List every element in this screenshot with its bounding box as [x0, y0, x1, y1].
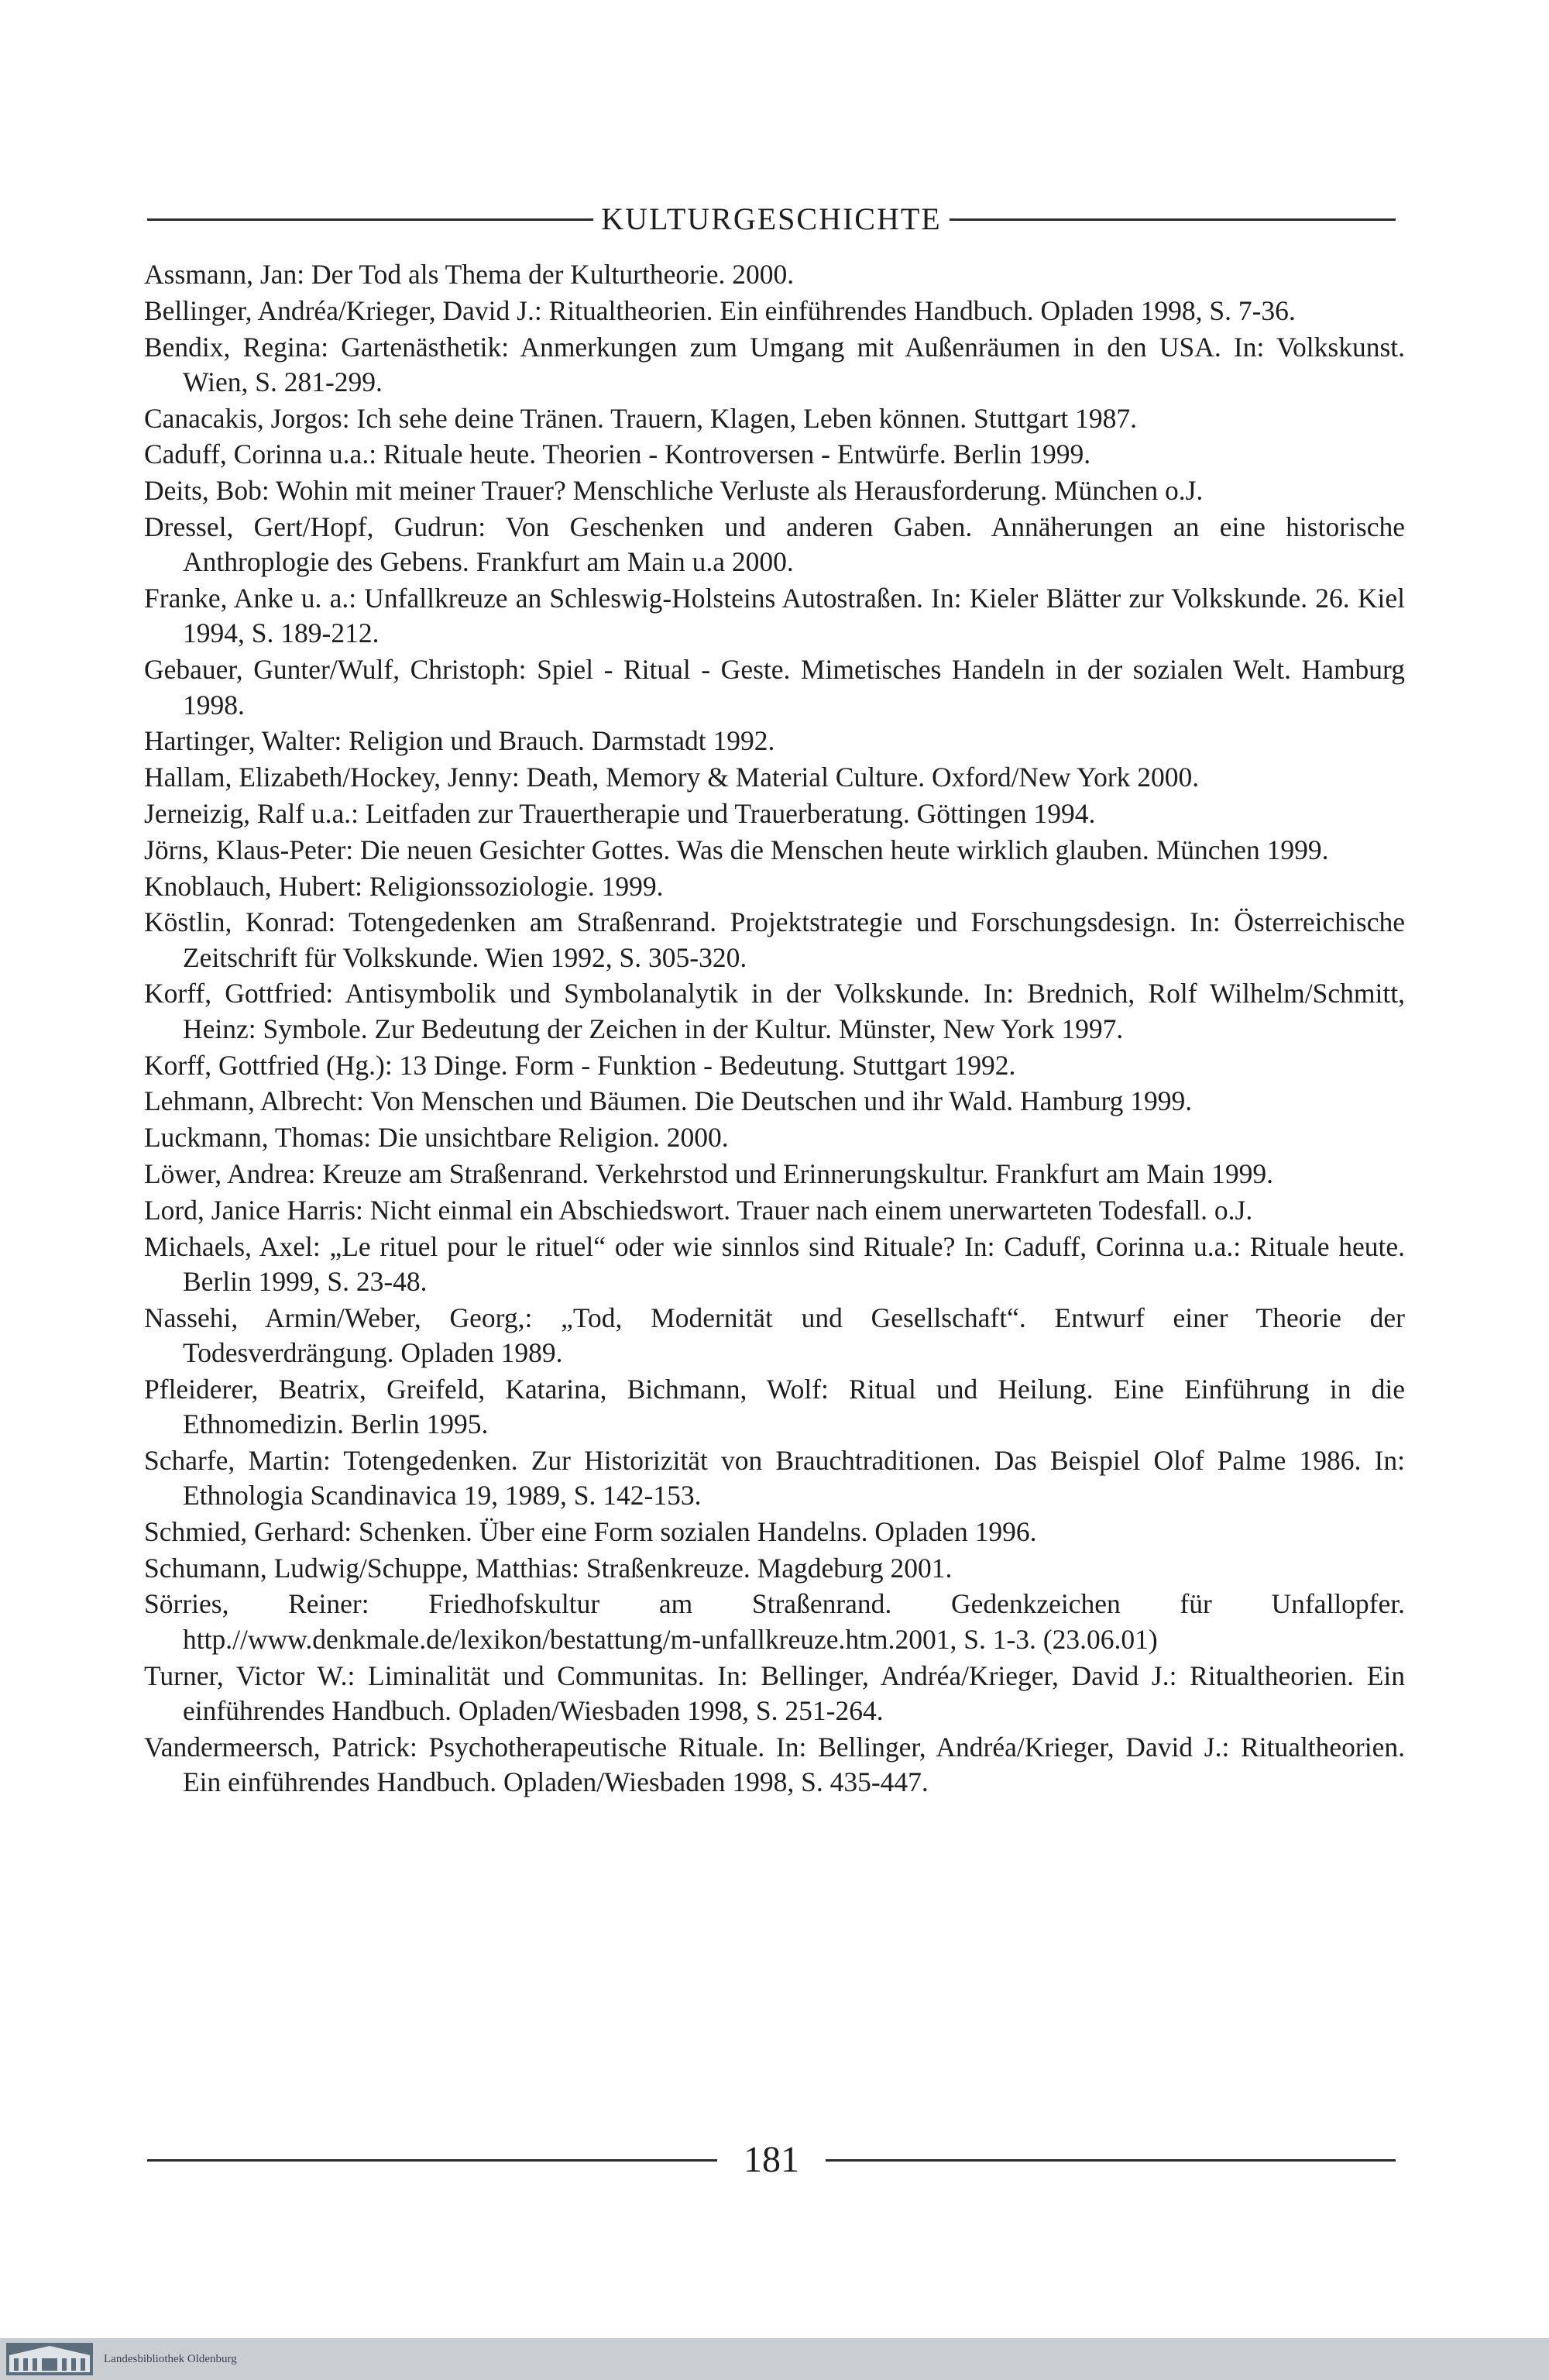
- page-footer: [147, 2129, 1396, 2191]
- bibliography-entry: Michaels, Axel: „Le rituel pour le rituel“ oder wie sinnlos sind Rituale? In: Caduff, Corinna u.a.: Rituale heute. Berlin 1999, S. 23-48.: [144, 1230, 1405, 1297]
- bibliography-entry: Bellinger, Andréa/Krieger, David J.: Ritualtheorien. Ein einführendes Handbuch. Opladen 1998, S. 7-36.: [144, 294, 1296, 326]
- library-name: Landesbibliothek Oldenburg: [104, 2352, 237, 2365]
- bibliography-entry: Deits, Bob: Wohin mit meiner Trauer? Menschliche Verluste als Herausforderung. München o.J.: [144, 475, 1204, 507]
- bibliography-entry: Knoblauch, Hubert: Religionssoziologie. 1999.: [144, 870, 664, 902]
- bibliography-entry: Vandermeersch, Patrick: Psychotherapeutische Rituale. In: Bellinger, Andréa/Krieger, David J.: Ritualtheorien. Ein einführendes Handbuch. Opladen/Wiesbaden 1998, S. 435-447.: [144, 1731, 1405, 1797]
- bibliography-entry: Köstlin, Konrad: Totengedenken am Straßenrand. Projektstrategie und Forschungsdesign. In: Österreichische Zeitschrift für Volkskunde. Wien 1992, S. 305-320.: [144, 906, 1405, 973]
- bibliography-entry: Jerneizig, Ralf u.a.: Leitfaden zur Trauertherapie und Trauerberatung. Göttingen 1994.: [144, 797, 1096, 829]
- bibliography-entry: Assmann, Jan: Der Tod als Thema der Kulturtheorie. 2000.: [144, 259, 795, 290]
- bibliography-entry: Löwer, Andrea: Kreuze am Straßenrand. Verkehrstod und Erinnerungskultur. Frankfurt am Main 1999.: [144, 1157, 1273, 1189]
- bibliography-entry: Luckmann, Thomas: Die unsichtbare Religion. 2000.: [144, 1122, 729, 1154]
- bibliography-entry: Lehmann, Albrecht: Von Menschen und Bäumen. Die Deutschen und ihr Wald. Hamburg 1999.: [144, 1085, 1193, 1117]
- bibliography-entry: Pfleiderer, Beatrix, Greifeld, Katarina, Bichmann, Wolf: Ritual und Heilung. Eine Einführung in die Ethnomedizin. Berlin 1995.: [144, 1373, 1405, 1439]
- bibliography-entry: Caduff, Corinna u.a.: Rituale heute. Theorien - Kontroversen - Entwürfe. Berlin 1999.: [144, 439, 1091, 470]
- header-rule-right: [950, 218, 1396, 221]
- bibliography-entry: Gebauer, Gunter/Wulf, Christoph: Spiel - Ritual - Geste. Mimetisches Handeln in der sozialen Welt. Hamburg 1998.: [144, 654, 1405, 721]
- bibliography-entry: Hartinger, Walter: Religion und Brauch. Darmstadt 1992.: [144, 725, 775, 757]
- header-title: KULTURGESCHICHTE: [601, 201, 942, 236]
- bibliography-entry: Nassehi, Armin/Weber, Georg,: „Tod, Modernität und Gesellschaft“. Entwurf einer Theorie der Todesverdrängung. Opladen 1989.: [144, 1302, 1405, 1368]
- bibliography-entry: Turner, Victor W.: Liminalität und Communitas. In: Bellinger, Andréa/Krieger, David J.: Ritualtheorien. Ein einführendes Handbuch. Opladen/Wiesbaden 1998, S. 251-264.: [144, 1659, 1405, 1726]
- library-watermark-bar: [0, 2338, 1549, 2380]
- page-number: 181: [744, 2139, 799, 2180]
- bibliography-entry: Dressel, Gert/Hopf, Gudrun: Von Geschenken und anderen Gaben. Annäherungen an eine historische Anthroplogie des Gebens. Frankfurt am Main u.a 2000.: [144, 511, 1405, 578]
- bibliography-entry: Schumann, Ludwig/Schuppe, Matthias: Straßenkreuze. Magdeburg 2001.: [144, 1552, 953, 1584]
- bibliography-entry: Lord, Janice Harris: Nicht einmal ein Abschiedswort. Trauer nach einem unerwarteten Todesfall. o.J.: [144, 1194, 1253, 1226]
- bibliography-entry: Scharfe, Martin: Totengedenken. Zur Historizität von Brauchtraditionen. Das Beispiel Olof Palme 1986. In: Ethnologia Scandinavica 19, 1989, S. 142-153.: [144, 1444, 1405, 1512]
- bibliography-entry: Korff, Gottfried (Hg.): 13 Dinge. Form - Funktion - Bedeutung. Stuttgart 1992.: [144, 1049, 1016, 1081]
- bibliography-list: [144, 257, 1405, 1801]
- header-rule-left: [147, 218, 593, 221]
- footer-rule-left: [147, 2159, 717, 2162]
- bibliography-entry: Sörries, Reiner: Friedhofskultur am Straßenrand. Gedenkzeichen für Unfallopfer. http.//www.denkmale.de/lexikon/bestattung/m-unfallkreuze.htm.2001, S. 1-3. (23.06.01): [144, 1588, 1405, 1655]
- bibliography-entry: Canacakis, Jorgos: Ich sehe deine Tränen. Trauern, Klagen, Leben können. Stuttgart 1987.: [144, 402, 1138, 434]
- bibliography-entry: Hallam, Elizabeth/Hockey, Jenny: Death, Memory & Material Culture. Oxford/New York 2000.: [144, 762, 1200, 793]
- bibliography-entry: Korff, Gottfried: Antisymbolik und Symbolanalytik in der Volkskunde. In: Brednich, Rolf Wilhelm/Schmitt, Heinz: Symbole. Zur Bedeutung der Zeichen in der Kultur. Münster, New York 1997.: [144, 978, 1405, 1044]
- footer-rule-right: [826, 2159, 1396, 2162]
- bibliography-entry: Schmied, Gerhard: Schenken. Über eine Form sozialen Handelns. Opladen 1996.: [144, 1515, 1037, 1547]
- running-header: [147, 192, 1396, 246]
- bibliography-entry: Jörns, Klaus-Peter: Die neuen Gesichter Gottes. Was die Menschen heute wirklich glauben. München 1999.: [144, 834, 1329, 865]
- library-building-icon: [6, 2343, 93, 2375]
- bibliography-entry: Franke, Anke u. a.: Unfallkreuze an Schleswig-Holsteins Autostraßen. In: Kieler Blätter zur Volkskunde. 26. Kiel 1994, S. 189-212.: [144, 583, 1405, 649]
- bibliography-entry: Bendix, Regina: Gartenästhetik: Anmerkungen zum Umgang mit Außenräumen in den USA. In: Volkskunst. Wien, S. 281-299.: [144, 331, 1405, 397]
